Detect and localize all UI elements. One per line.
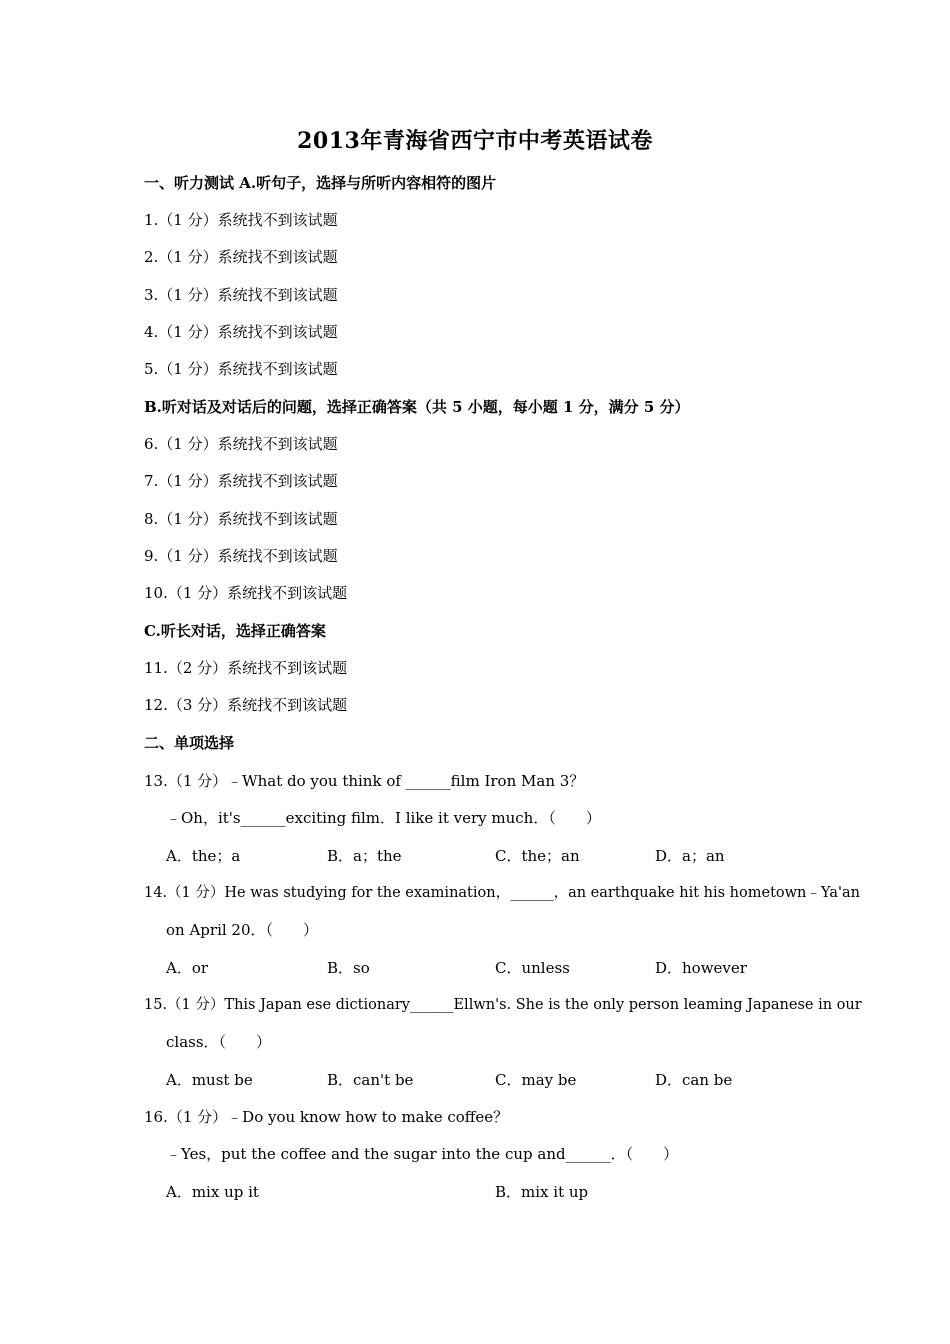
question-16-option-a: A．mix up it — [166, 1183, 259, 1201]
section-heading-listening-a: 一、听力测试 A.听句子，选择与所听内容相符的图片 — [144, 174, 497, 192]
question-14-stem-cont: on April 20．（ ） — [166, 921, 319, 939]
section-heading-listening-c: C.听长对话，选择正确答案 — [144, 622, 326, 640]
question-14-option-d: D．however — [655, 959, 747, 977]
question-15-option-d: D．can be — [655, 1071, 733, 1089]
question-4: 4.（1 分）系统找不到该试题 — [144, 323, 338, 341]
question-15-option-b: B．can't be — [327, 1071, 414, 1089]
section-heading-listening-b: B.听对话及对话后的问题，选择正确答案（共 5 小题，每小题 1 分，满分 5 分） — [144, 398, 690, 416]
question-16-option-b: B．mix it up — [495, 1183, 589, 1201]
question-14-option-a: A．or — [166, 959, 209, 977]
question-8: 8.（1 分）系统找不到该试题 — [144, 510, 338, 528]
question-14-stem: 14.（1 分）He was studying for the examination，______，an earthquake hit his hometown﹣Ya'an — [144, 885, 860, 901]
question-6: 6.（1 分）系统找不到该试题 — [144, 435, 338, 453]
question-15-stem-cont: class．（ ） — [166, 1033, 272, 1051]
question-15-stem: 15.（1 分）This Japan ese dictionary______Ellwn's. She is the only person leaming Japanese in our — [144, 997, 862, 1013]
question-12: 12.（3 分）系统找不到该试题 — [144, 696, 348, 714]
question-7: 7.（1 分）系统找不到该试题 — [144, 472, 338, 490]
question-15-option-a: A．must be — [166, 1071, 253, 1089]
question-13-dialogue: ﹣Oh，it's______exciting film．I like it very much．（ ） — [166, 809, 601, 827]
question-13-option-b: B．a；the — [327, 847, 402, 865]
question-11: 11.（2 分）系统找不到该试题 — [144, 659, 348, 677]
question-14-option-c: C．unless — [495, 959, 570, 977]
question-2: 2.（1 分）系统找不到该试题 — [144, 248, 338, 266]
question-16-dialogue: ﹣Yes，put the coffee and the sugar into the cup and______．（ ） — [166, 1145, 679, 1163]
question-14-option-b: B．so — [327, 959, 370, 977]
question-5: 5.（1 分）系统找不到该试题 — [144, 360, 338, 378]
question-13-option-c: C．the；an — [495, 847, 580, 865]
question-3: 3.（1 分）系统找不到该试题 — [144, 286, 338, 304]
question-10: 10.（1 分）系统找不到该试题 — [144, 584, 348, 602]
page-title: 2013年青海省西宁市中考英语试卷 — [297, 128, 653, 154]
question-1: 1.（1 分）系统找不到该试题 — [144, 211, 338, 229]
question-9: 9.（1 分）系统找不到该试题 — [144, 547, 338, 565]
question-16-stem: 16.（1 分）﹣Do you know how to make coffee？ — [144, 1108, 509, 1126]
question-13-option-d: D．a；an — [655, 847, 725, 865]
question-15-option-c: C．may be — [495, 1071, 577, 1089]
section-heading-single-choice: 二、单项选择 — [144, 734, 235, 752]
question-13-option-a: A．the；a — [166, 847, 241, 865]
question-13-stem: 13.（1 分）﹣What do you think of ______film Iron Man 3？ — [144, 772, 585, 790]
